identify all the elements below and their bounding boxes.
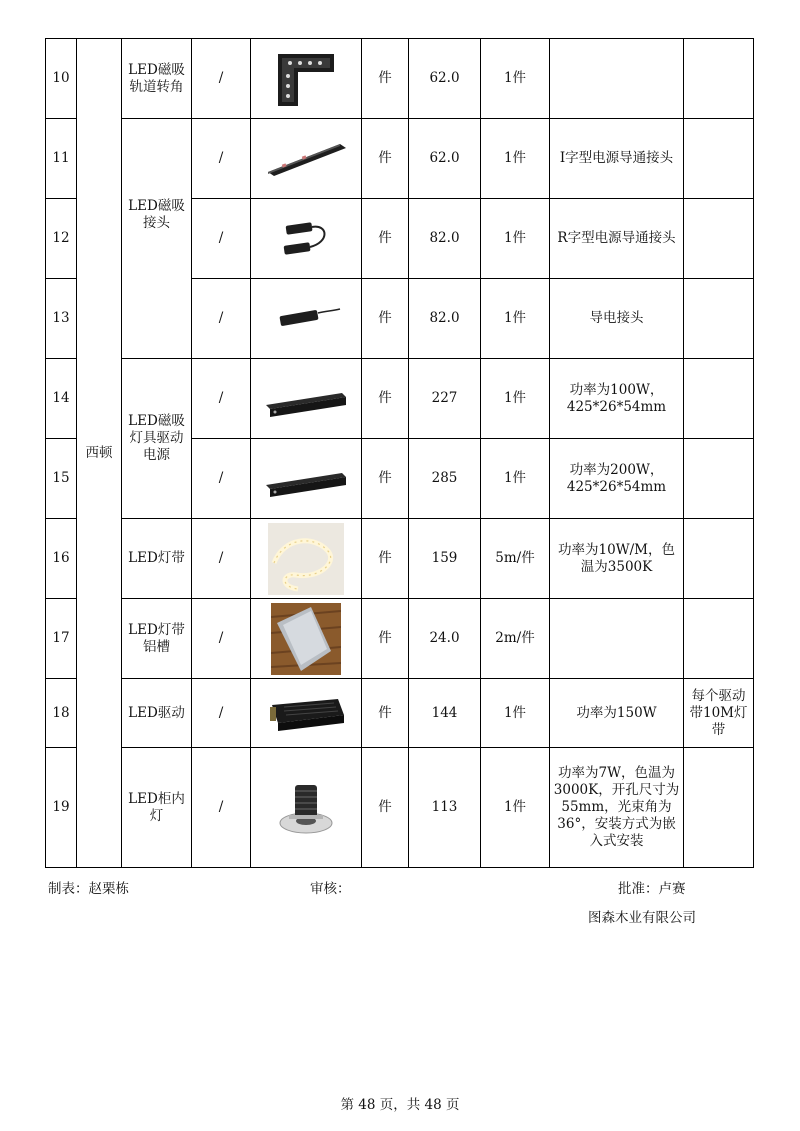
model-cell: /: [192, 599, 251, 679]
price-cell: 62.0: [409, 119, 481, 199]
table-row: [46, 519, 754, 599]
approved-by: 批准：卢赛: [618, 881, 686, 897]
quantity-cell: 1件: [481, 279, 550, 359]
led-strip-image: [268, 523, 344, 595]
straight-connector-image: [262, 134, 350, 184]
row-number: 16: [46, 519, 77, 599]
unit-cell: 件: [362, 599, 409, 679]
driver-box-image: [262, 459, 350, 499]
note-cell: 导电接头: [550, 279, 684, 359]
row-number: 15: [46, 439, 77, 519]
remark-cell: [684, 748, 754, 868]
remark-cell: [684, 359, 754, 439]
product-image-cell: [251, 39, 362, 119]
quantity-cell: 5m/件: [481, 519, 550, 599]
unit-cell: 件: [362, 359, 409, 439]
product-image-cell: [251, 679, 362, 748]
product-name: LED磁吸轨道转角: [122, 39, 192, 119]
prepared-by: 制表：赵栗栋: [48, 881, 129, 897]
row-number: 10: [46, 39, 77, 119]
product-image-cell: [251, 359, 362, 439]
row-number: 18: [46, 679, 77, 748]
quantity-cell: 2m/件: [481, 599, 550, 679]
note-cell: 功率为100W，425*26*54mm: [550, 359, 684, 439]
reviewed-by: 审核：: [310, 881, 351, 897]
brand-cell: 西顿: [77, 39, 122, 868]
table-row: [46, 599, 754, 679]
model-cell: /: [192, 748, 251, 868]
remark-cell: [684, 39, 754, 119]
model-cell: /: [192, 359, 251, 439]
unit-cell: 件: [362, 748, 409, 868]
model-cell: /: [192, 439, 251, 519]
product-image-cell: [251, 279, 362, 359]
quantity-cell: 1件: [481, 679, 550, 748]
product-table: [45, 38, 754, 868]
note-cell: [550, 39, 684, 119]
power-connector-image: [266, 299, 346, 339]
unit-cell: 件: [362, 119, 409, 199]
table-row: [46, 39, 754, 119]
price-cell: 113: [409, 748, 481, 868]
row-number: 19: [46, 748, 77, 868]
note-cell: [550, 599, 684, 679]
table-row: [46, 679, 754, 748]
unit-cell: 件: [362, 679, 409, 748]
row-number: 14: [46, 359, 77, 439]
note-cell: 功率为10W/M，色温为3500K: [550, 519, 684, 599]
quantity-cell: 1件: [481, 359, 550, 439]
product-name: LED灯带铝槽: [122, 599, 192, 679]
remark-cell: [684, 599, 754, 679]
quantity-cell: 1件: [481, 39, 550, 119]
model-cell: /: [192, 119, 251, 199]
price-cell: 227: [409, 359, 481, 439]
table-row: [46, 119, 754, 199]
product-name: LED磁吸灯具驱动电源: [122, 359, 192, 519]
cabinet-light-image: [271, 775, 341, 841]
price-cell: 144: [409, 679, 481, 748]
row-number: 13: [46, 279, 77, 359]
row-number: 17: [46, 599, 77, 679]
price-cell: 24.0: [409, 599, 481, 679]
note-cell: 功率为150W: [550, 679, 684, 748]
quantity-cell: 1件: [481, 119, 550, 199]
model-cell: /: [192, 519, 251, 599]
aluminum-channel-image: [271, 603, 341, 675]
row-number: 11: [46, 119, 77, 199]
flexible-connector-image: [266, 214, 346, 264]
remark-cell: [684, 199, 754, 279]
corner-track-image: [268, 46, 344, 112]
product-name: LED驱动: [122, 679, 192, 748]
page-number: 第 48 页，共 48 页: [340, 1097, 460, 1113]
remark-cell: [684, 119, 754, 199]
remark-cell: [684, 519, 754, 599]
note-cell: 功率为200W，425*26*54mm: [550, 439, 684, 519]
unit-cell: 件: [362, 279, 409, 359]
product-image-cell: [251, 748, 362, 868]
row-number: 12: [46, 199, 77, 279]
product-image-cell: [251, 439, 362, 519]
remark-cell: [684, 279, 754, 359]
model-cell: /: [192, 199, 251, 279]
table-row: [46, 748, 754, 868]
price-cell: 285: [409, 439, 481, 519]
price-cell: 159: [409, 519, 481, 599]
unit-cell: 件: [362, 439, 409, 519]
company-name: 图森木业有限公司: [588, 910, 696, 926]
quantity-cell: 1件: [481, 199, 550, 279]
product-image-cell: [251, 599, 362, 679]
model-cell: /: [192, 39, 251, 119]
note-cell: I字型电源导通接头: [550, 119, 684, 199]
price-cell: 82.0: [409, 199, 481, 279]
product-image-cell: [251, 119, 362, 199]
led-driver-image: [264, 693, 348, 733]
note-cell: R字型电源导通接头: [550, 199, 684, 279]
quantity-cell: 1件: [481, 748, 550, 868]
table-row: [46, 359, 754, 439]
quantity-cell: 1件: [481, 439, 550, 519]
price-cell: 62.0: [409, 39, 481, 119]
product-name: LED柜内灯: [122, 748, 192, 868]
remark-cell: [684, 439, 754, 519]
product-name: LED灯带: [122, 519, 192, 599]
product-image-cell: [251, 519, 362, 599]
unit-cell: 件: [362, 199, 409, 279]
product-name: LED磁吸接头: [122, 119, 192, 359]
unit-cell: 件: [362, 39, 409, 119]
model-cell: /: [192, 279, 251, 359]
unit-cell: 件: [362, 519, 409, 599]
note-cell: 功率为7W，色温为3000K，开孔尺寸为55mm，光束角为36°，安装方式为嵌入式安装: [550, 748, 684, 868]
product-image-cell: [251, 199, 362, 279]
remark-cell: 每个驱动带10M灯带: [684, 679, 754, 748]
driver-box-image: [262, 379, 350, 419]
price-cell: 82.0: [409, 279, 481, 359]
model-cell: /: [192, 679, 251, 748]
